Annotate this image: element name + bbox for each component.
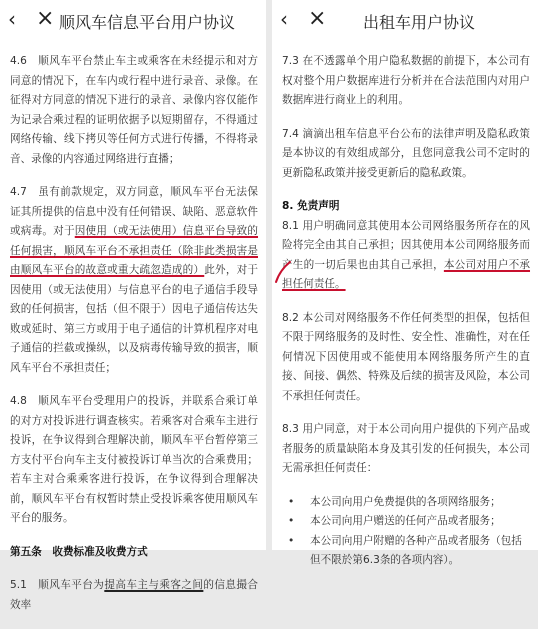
clause-8-3: 8.3 用户同意，对于本公司向用户提供的下列产品或者服务的质量缺陷本身及其引发的任何损失，本公司无需承担任何责任： xyxy=(282,423,530,474)
section-5-heading: 第五条 收费标准及收费方式 xyxy=(10,545,148,558)
close-icon[interactable]: × xyxy=(308,6,327,31)
close-icon[interactable]: × xyxy=(36,6,55,31)
clause-5-1-intro: 5.1 顺风车平台为 xyxy=(10,579,105,591)
clause-8-2: 8.2 本公司对网络服务不作任何类型的担保，包括但不限于网络服务的及时性、安全性、准确性，对在任何情况下因使用或不能使用本网络服务所产生的直接、间接、偶然、特殊及后续的损害及风险，本公司不承担任何责任。 xyxy=(282,311,530,402)
clause-5-1-rest: 的信息撮合效率 xyxy=(10,579,258,611)
clause-5-1-highlight: 提高车主与乘客之间 xyxy=(104,579,204,591)
clause-7-4: 7.4 滴滴出租车信息平台公布的法律声明及隐私政策是本协议的有效组成部分，且您同意我公司不定时的更新隐私政策并接受更新后的隐私政策。 xyxy=(282,127,530,179)
agreement-body xyxy=(282,52,530,571)
clause-4-7-intro: 4.7 虽有前款规定，双方同意，顺风车平台无法保证其所提供的信息中没有任何错误、缺陷、恶意软件或病毒。对于 xyxy=(10,186,258,237)
clause-4-7 xyxy=(10,183,258,378)
clause-4-8: 4.8 顺风车平台受理用户的投诉，并联系合乘订单的对方对投诉进行调查核实。若乘客对合乘车主进行投诉，在争议得到合理解决前，顺风车平台暂停第三方支付平台向车主支付被投诉订单当次的合乘费用；若车主对合乘乘客进行投诉，在争议得到合理解决前，顺风车平台有权暂时禁止受投诉乘客使用顺风车平台的服务。 xyxy=(10,395,258,524)
list-item: • 本公司向用户附赠的各种产品或者服务（包括但不限於第6.3条的各项内容）。 xyxy=(282,532,530,571)
section-8-heading: 8. 免责声明 xyxy=(282,200,340,212)
left-screen xyxy=(0,0,266,611)
list-item: • 本公司向用户赠送的任何产品或者服务； xyxy=(282,512,530,532)
clause-5-1 xyxy=(10,576,258,615)
agreement-body xyxy=(10,52,258,629)
chevron-left-icon[interactable]: ‹ xyxy=(8,7,16,31)
clause-8-1-intro: 8.1 用户明确同意其使用本公司网络服务所存在的风险将完全由其自己承担；因其使用本公司网络服务而产生的一切后果也由其自己承担， xyxy=(282,219,530,271)
list-item: • 本公司向用户免费提供的各项网络服务； xyxy=(282,493,530,513)
clause-4-7-rest: 此外，对于因使用（或无法使用）与信息平台的电子通信手段导致的任何损害，包括（但不限于）因电子通信传达失败或延时、第三方或用于电子通信的计算机程序对电子通信的拦截或操纵，以及病毒传输导致的损害，顺风车平台不承担责任； xyxy=(10,264,259,374)
page-title: 出租车用户协议 xyxy=(362,13,475,32)
top-nav-bar xyxy=(272,0,538,40)
clause-8-1 xyxy=(282,217,530,295)
right-screen xyxy=(272,0,538,566)
clause-4-7-highlight: 因使用（或无法使用）信息平台导致的任何损害，顺风车平台不承担责任（除非此类损害是由顺风车平台的故意或重大疏忽造成的） xyxy=(10,225,259,276)
clause-4-6: 4.6 顺风车平台禁止车主或乘客在未经提示和对方同意的情况下，在车内或行程中进行录音、录像。在征得对方同意的情况下进行的录音、录像内容仅能作为记录合乘过程的证明依据予以短期留存，不得通过网络传输、线下拷贝等任何方式进行传播，不得将录音、录像的内容通过网络进行直播； xyxy=(10,55,258,165)
chevron-left-icon[interactable]: ‹ xyxy=(280,7,288,31)
clause-7-3: 7.3 在不透露单个用户隐私数据的前提下，本公司有权对整个用户数据库进行分析并在合法范围内对用户数据库进行商业上的利用。 xyxy=(282,55,530,106)
clause-8-1-highlight: 本公司对用户不承担任何责任。 xyxy=(282,258,531,290)
page-title: 顺风车信息平台用户协议 xyxy=(58,13,235,32)
top-nav-bar xyxy=(0,0,266,40)
